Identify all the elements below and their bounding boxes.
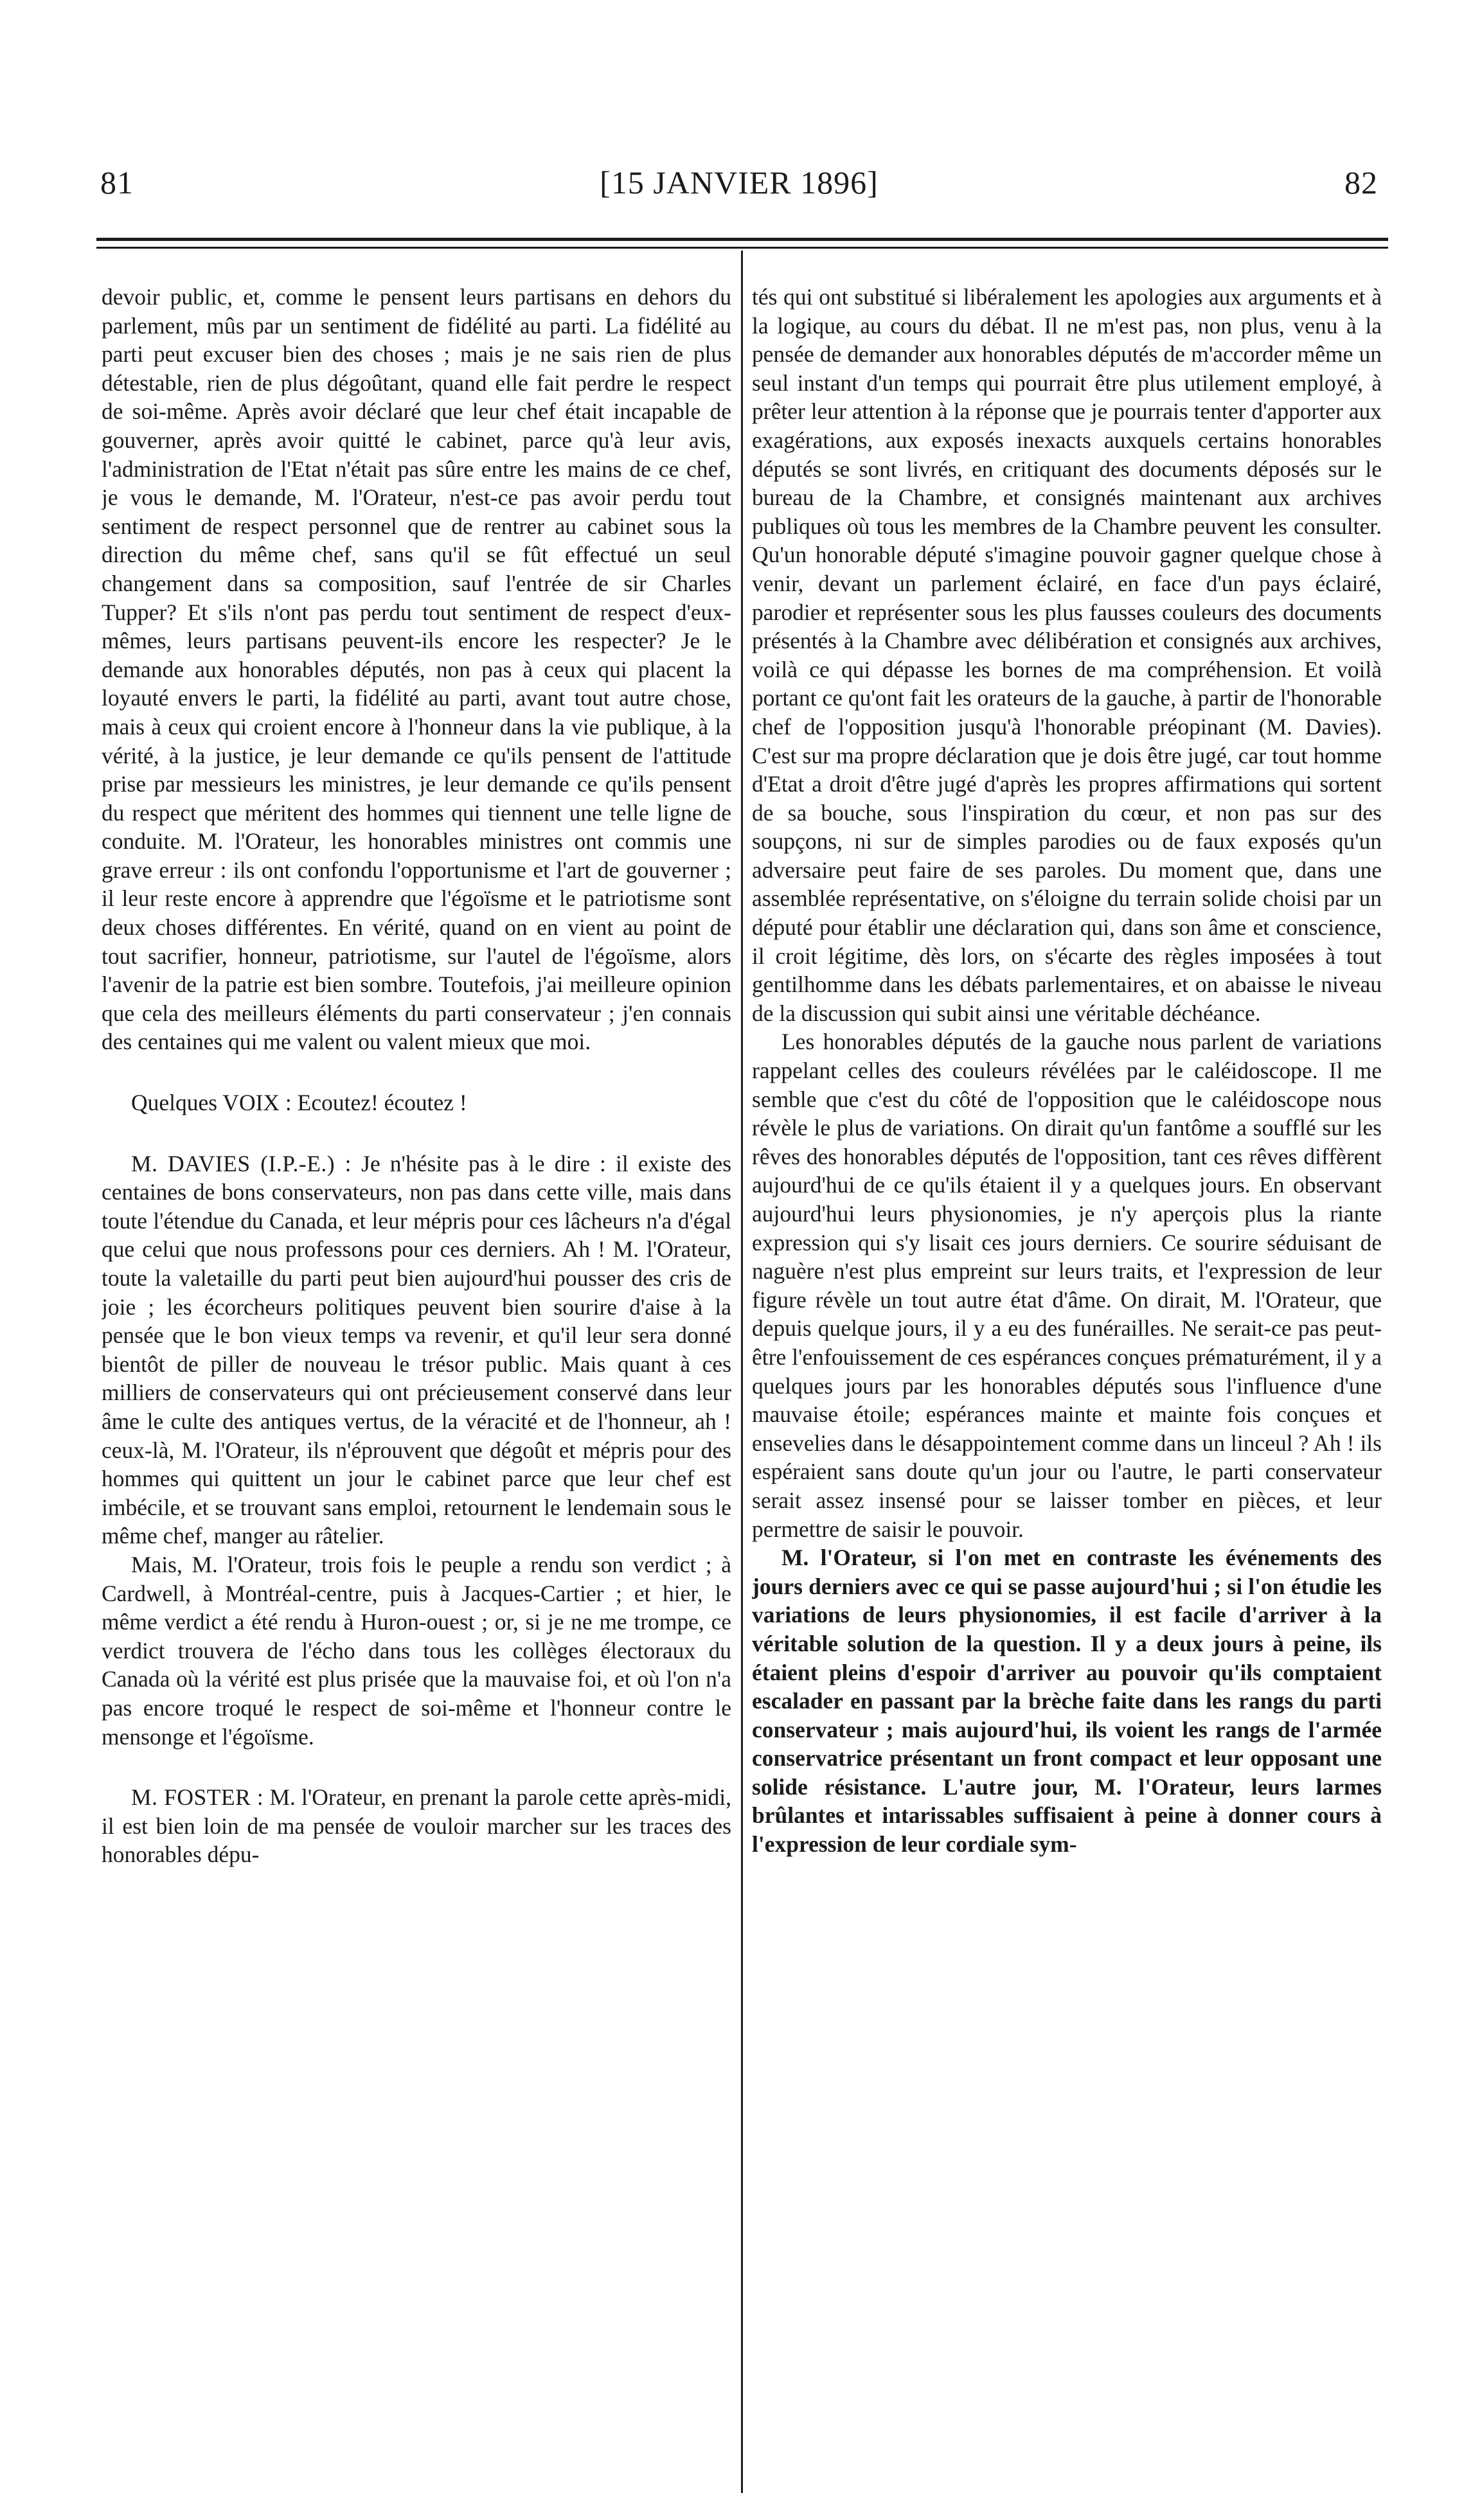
speaker-foster: M. FOSTER : bbox=[131, 1784, 264, 1811]
speaker-davies: M. DAVIES (I.P.-E.) : bbox=[131, 1150, 352, 1176]
foster-speech-text: M. l'Orateur, en prenant la parole cette après-midi, il est bien loin de ma pensée de vouloir marcher sur les traces des honorables dépu- bbox=[102, 1784, 731, 1868]
right-paragraph-3: M. l'Orateur, si l'on met en contraste les événements des jours derniers avec ce qui se passe aujourd'hui ; si l'on étudie les variations de leurs physionomies, il est facile d'arriver à la véritable solution de la question. Il y a deux jours à peine, ils étaient pleins d'espoir d'arriver au pouvoir qu'ils comptaient escalader en passant par la brèche faite dans les rangs du parti conservateur ; mais aujourd'hui, ils voient les rangs de l'armée conservatrice présentant un front compact et leur opposant une solide résistance. L'autre jour, M. l'Orateur, leurs larmes brûlantes et intarissables suffisaient à peine à donner cours à l'expression de leur cordiale sym- bbox=[752, 1545, 1382, 1858]
page-header bbox=[96, 164, 1382, 209]
right-paragraph-1: tés qui ont substitué si libéralement les apologies aux arguments et à la logique, au cours du débat. Il ne m'est pas, non plus, venu à la pensée de demander aux honorables députés de m'accorder même un seul instant d'un temps qui pourrait être plus utilement employé, à prêter leur attention à la réponse que je pourrais tenter d'apporter aux exagérations, aux exposés inexacts auxquels certains honorables députés se sont livrés, en critiquant des documents déposés sur le bureau de la Chambre, et consignés maintenant aux archives publiques où tous les membres de la Chambre peuvent les consulter. Qu'un honorable député s'imagine pouvoir gagner quelque chose à venir, devant un parlement éclairé, en face d'un pays éclairé, parodier et représenter sous les plus fausses couleurs des documents présentés à la Chambre avec délibération et consignés aux archives, voilà ce qui dépasse les bornes de ma compréhension. Et voilà portant ce qu'ont fait les orateurs de la gauche, à partir de l'honorable chef de l'opposition jusqu'à l'honorable préopinant (M. Davies). C'est sur ma propre déclaration que je dois être jugé, car tout homme d'Etat a droit d'être jugé d'après les propres affirmations qui sortent de sa bouche, sous l'inspiration du cœur, et non pas sur des soupçons, ni sur de simples parodies ou de faux exposés qu'un adversaire peut faire de ses paroles. Du moment que, dans une assemblée représentative, on s'éloigne du terrain solide choisi par un député pour établir une déclaration qui, dans son âme et conscience, il croit légitime, dès lors, on s'écarte des règles imposées à tout gentilhomme dans les débats parlementaires, et on abaisse le niveau de la discussion qui subit ainsi une véritable déchéance. bbox=[752, 284, 1382, 1026]
left-paragraph-1: devoir public, et, comme le pensent leurs partisans en dehors du parlement, mûs par un sentiment de fidélité au parti. La fidélité au parti peut excuser bien des choses ; mais je ne sais rien de plus détestable, rien de plus dégoûtant, quand elle fait perdre le respect de soi-même. Après avoir déclaré que leur chef était incapable de gouverner, après avoir quitté le cabinet, parce qu'à leur avis, l'administration de l'Etat n'était pas sûre entre les mains de ce chef, je vous le demande, M. l'Orateur, n'est-ce pas avoir perdu tout sentiment de respect personnel que de rentrer au cabinet sous la direction du même chef, sans qu'il se fût effectué un seul changement dans sa composition, sauf l'entrée de sir Charles Tupper? Et s'ils n'ont pas perdu tout sentiment de respect d'eux-mêmes, leurs partisans peuvent-ils encore les respecter? Je le demande aux honorables députés, non pas à ceux qui placent la loyauté envers le parti, la fidélité au parti, avant tout autre chose, mais à ceux qui croient encore à l'honneur dans la vie publique, à la vérité, à la justice, je leur demande ce qu'ils pensent de l'attitude prise par messieurs les ministres, je leur demande ce qu'ils pensent du respect que méritent des hommes qui tiennent une telle ligne de conduite. M. l'Orateur, les honorables ministres ont commis une grave erreur : ils ont confondu l'opportunisme et l'art de gouverner ; il leur reste encore à apprendre que l'égoïsme et le patriotisme sont deux choses différentes. En vérité, quand on en vient au point de tout sacrifier, honneur, patriotisme, sur l'autel de l'égoïsme, alors l'avenir de la patrie est bien sombre. Toutefois, j'ai meilleure opinion que cela des meilleurs éléments du parti conservateur ; j'en connais des centaines qui me valent ou valent mieux que moi. bbox=[102, 284, 731, 1055]
left-paragraph-mais: Mais, M. l'Orateur, trois fois le peuple a rendu son verdict ; à Cardwell, à Montréal-centre, puis à Jacques-Cartier ; et hier, le même verdict a été rendu à Huron-ouest ; or, si je ne me trompe, ce verdict trouvera de l'écho dans tous les collèges électoraux du Canada où la vérité est plus prisée que la mauvaise foi, et où l'on n'a pas encore troqué le respect de soi-même et l'honneur contre le mensonge et l'égoïsme. bbox=[102, 1551, 731, 1750]
header-rule-top bbox=[96, 238, 1388, 241]
page-date: [15 JANVIER 1896] bbox=[600, 164, 879, 200]
foster-speech bbox=[102, 1783, 731, 1869]
page-number-left: 81 bbox=[100, 164, 134, 200]
davies-speech-text: Je n'hésite pas à le dire : il existe des centaines de bons conservateurs, non pas dans cette ville, mais dans toute l'étendue du Canada, et leur mépris pour ces lâcheurs n'a d'égal que celui que nous professons pour ces derniers. Ah ! M. l'Orateur, toute la valetaille du parti peut bien aujourd'hui pousser des cris de joie ; les écorcheurs politiques peuvent bien sourire d'aise à la pensée que le bon vieux temps va revenir, et qu'il leur sera donné bientôt de piller de nouveau le trésor public. Mais quant à ces milliers de conservateurs qui ont précieusement conservé dans leur âme le culte des antiques vertus, de la véracité et de l'honneur, ah ! ceux-là, M. l'Orateur, ils n'éprouvent que dégoût et mépris pour des hommes qui quittent un jour le cabinet parce que leur chef est imbécile, et se trouvant sans emploi, retournent le lendemain sous le même chef, manger au râtelier. bbox=[102, 1150, 731, 1549]
header-rule-bottom bbox=[96, 247, 1388, 249]
page-number-right: 82 bbox=[1344, 164, 1378, 200]
column-divider bbox=[741, 251, 743, 2493]
left-column bbox=[102, 283, 731, 2480]
right-column bbox=[752, 283, 1382, 2480]
right-paragraph-2: Les honorables députés de la gauche nous parlent de variations rappelant celles des couleurs révélées par le caléidoscope. Il me semble que c'est du côté de l'opposition que le caléidoscope nous révèle le plus de variations. On dirait qu'un fantôme a soufflé sur les rêves des honorables députés de l'opposition, tant ces rêves diffèrent aujourd'hui de ce qu'ils étaient il y a quelques jours. En observant aujourd'hui leurs physionomies, je n'y aperçois plus la riante expression qui s'y lisait ces jours derniers. Ce sourire séduisant de naguère n'est plus empreint sur leurs traits, et l'expression de leur figure révèle un tout autre état d'âme. On dirait, M. l'Orateur, que depuis quelque jours, il y a eu des funérailles. Ne serait-ce pas peut-être l'enfouissement de ces espérances conçues prématurément, il y a quelques jours par les honorables députés sous l'influence d'une mauvaise étoile; espérances mainte et mainte fois conçues et ensevelies dans le désappointement comme dans un linceul ? Ah ! ils espéraient sans doute qu'un jour ou l'autre, le parti conservateur serait assez insensé pour se laisser tomber en pièces, et leur permettre de saisir le pouvoir. bbox=[752, 1029, 1382, 1542]
interjection: Quelques VOIX : Ecoutez! écoutez ! bbox=[131, 1090, 467, 1116]
davies-speech bbox=[102, 1149, 731, 1550]
